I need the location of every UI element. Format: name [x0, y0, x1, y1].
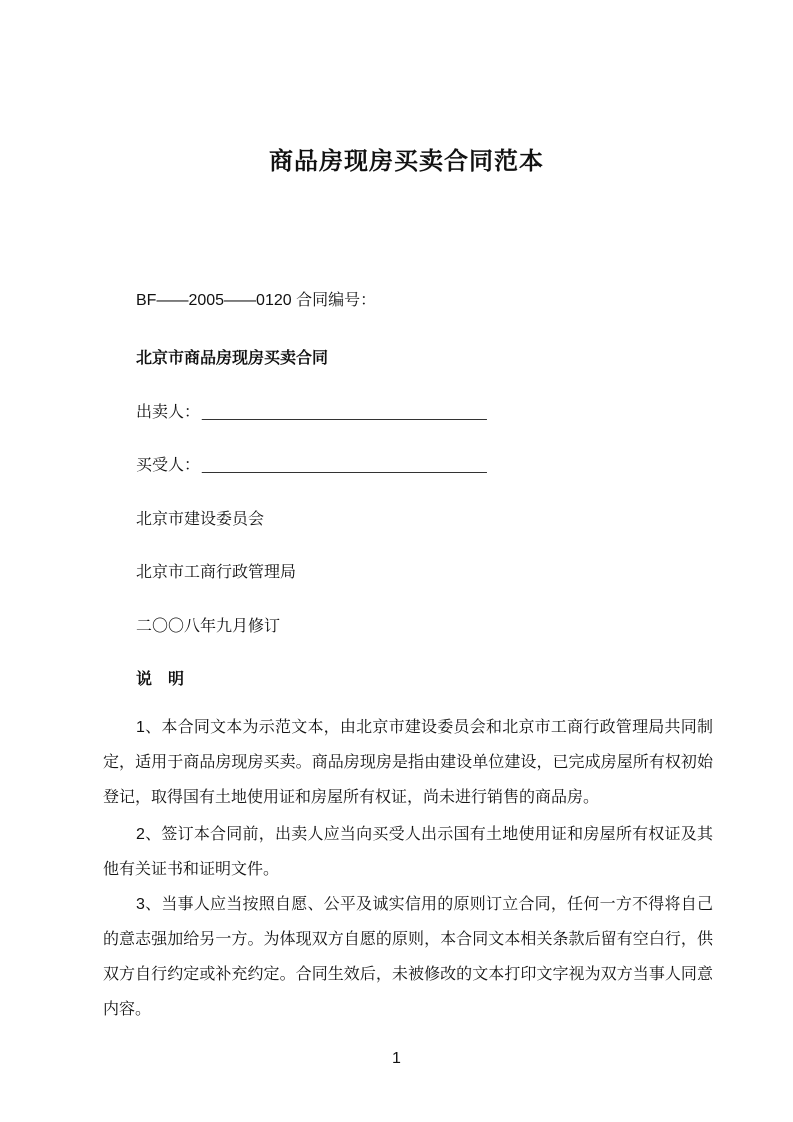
buyer-label: 买受人： [136, 457, 201, 474]
revision-date-line: 二〇〇八年九月修订 [136, 618, 281, 635]
page-number: 1 [392, 1050, 401, 1067]
buyer-blank-field: ________________________________ [202, 457, 487, 474]
contract-number-line: BF——2005——0120 合同编号： [136, 292, 377, 309]
buyer-line [136, 452, 487, 475]
issuing-org-industry-commerce-bureau: 北京市工商行政管理局 [136, 564, 297, 581]
seller-line [136, 399, 487, 422]
explanation-paragraph-1: 1、本合同文本为示范文本，由北京市建设委员会和北京市工商行政管理局共同制定，适用于商品房现房买卖。商品房现房是指由建设单位建设，已完成房屋所有权初始登记，取得国有土地使用证和房屋所有权证，尚未进行销售的商品房。 [103, 719, 713, 806]
seller-blank-field: ________________________________ [202, 404, 487, 421]
document-title: 商品房现房买卖合同范本 [269, 148, 544, 175]
document-subtitle: 北京市商品房现房买卖合同 [136, 350, 329, 367]
section-heading-explanation: 说 明 [136, 671, 185, 688]
explanation-paragraph-2: 2、签订本合同前，出卖人应当向买受人出示国有土地使用证和房屋所有权证及其他有关证书和证明文件。 [103, 826, 713, 878]
seller-label: 出卖人： [136, 404, 201, 421]
issuing-org-construction-committee: 北京市建设委员会 [136, 511, 265, 528]
explanation-paragraph-3: 3、当事人应当按照自愿、公平及诚实信用的原则订立合同，任何一方不得将自己的意志强加给另一方。为体现双方自愿的原则，本合同文本相关条款后留有空白行，供双方自行约定或补充约定。合同生效后，未被修改的文本打印文字视为双方当事人同意内容。 [103, 896, 713, 1018]
